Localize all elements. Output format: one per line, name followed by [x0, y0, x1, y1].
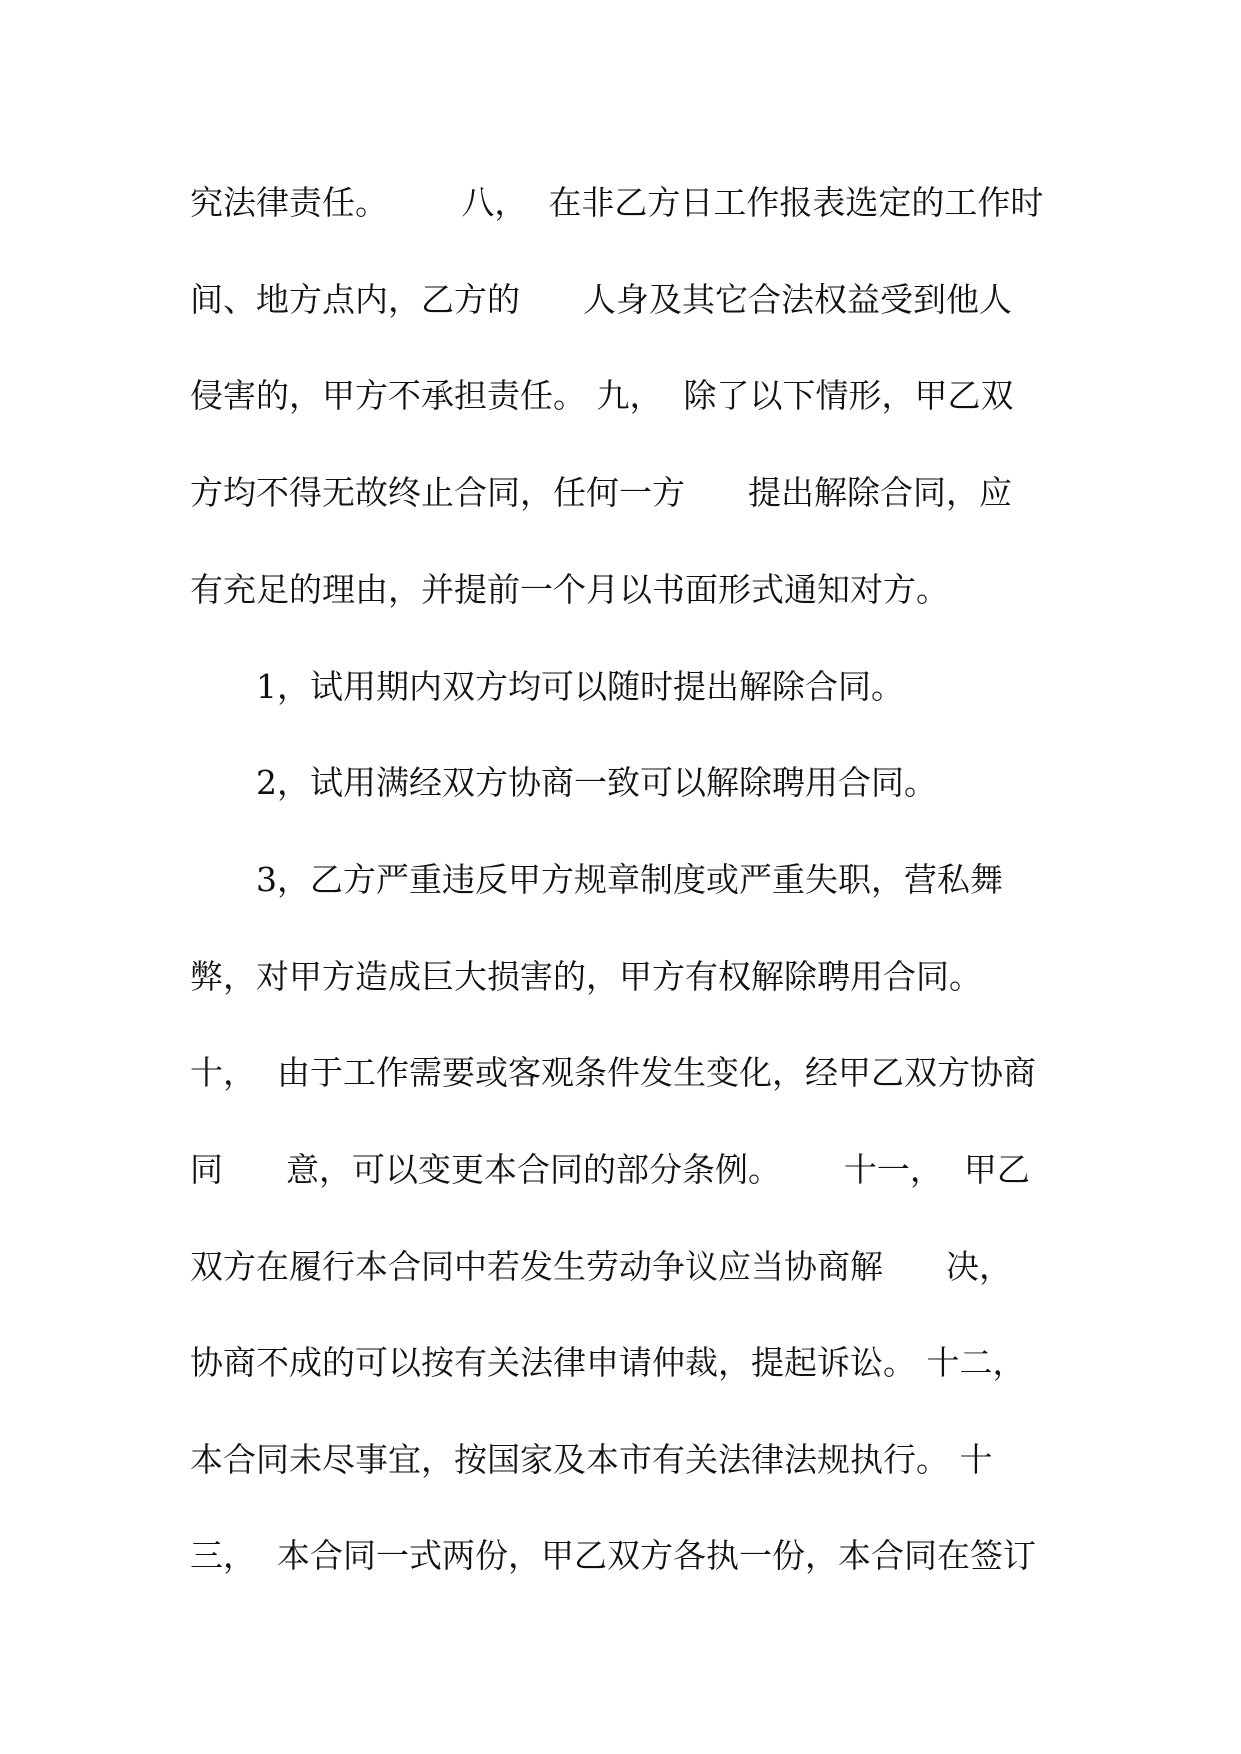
text-line-4: 方均不得无故终止合同，任何一方 提出解除合同，应 [190, 473, 1012, 512]
text-line-15: 三， 本合同一式两份，甲乙双方各执一份，本合同在签订 [190, 1536, 1036, 1575]
text-line-2: 间、地方点内，乙方的 人身及其它合法权益受到他人 [190, 280, 1012, 319]
text-line-11: 同 意，可以变更本合同的部分条例。 十一， 甲乙 [190, 1150, 1030, 1189]
text-line-1: 究法律责任。 八， 在非乙方日工作报表选定的工作时 [190, 183, 1044, 222]
text-line-3: 侵害的，甲方不承担责任。 九， 除了以下情形，甲乙双 [190, 376, 1014, 415]
text-line-12: 双方在履行本合同中若发生劳动争议应当协商解 决， [190, 1247, 1012, 1286]
text-line-9: 弊，对甲方造成巨大损害的，甲方有权解除聘用合同。 [190, 957, 982, 996]
text-line-13: 协商不成的可以按有关法律申请仲裁，提起诉讼。 十二， [190, 1343, 1026, 1382]
text-line-14: 本合同未尽事宜，按国家及本市有关法律法规执行。 十 [190, 1440, 993, 1479]
text-line-6: 1，试用期内双方均可以随时提出解除合同。 [256, 667, 904, 706]
text-line-7: 2，试用满经双方协商一致可以解除聘用合同。 [256, 763, 937, 802]
text-line-8: 3，乙方严重违反甲方规章制度或严重失职，营私舞 [256, 860, 1003, 899]
text-line-5: 有充足的理由，并提前一个月以书面形式通知对方。 [190, 570, 949, 609]
text-line-10: 十， 由于工作需要或客观条件发生变化，经甲乙双方协商 [190, 1053, 1036, 1092]
